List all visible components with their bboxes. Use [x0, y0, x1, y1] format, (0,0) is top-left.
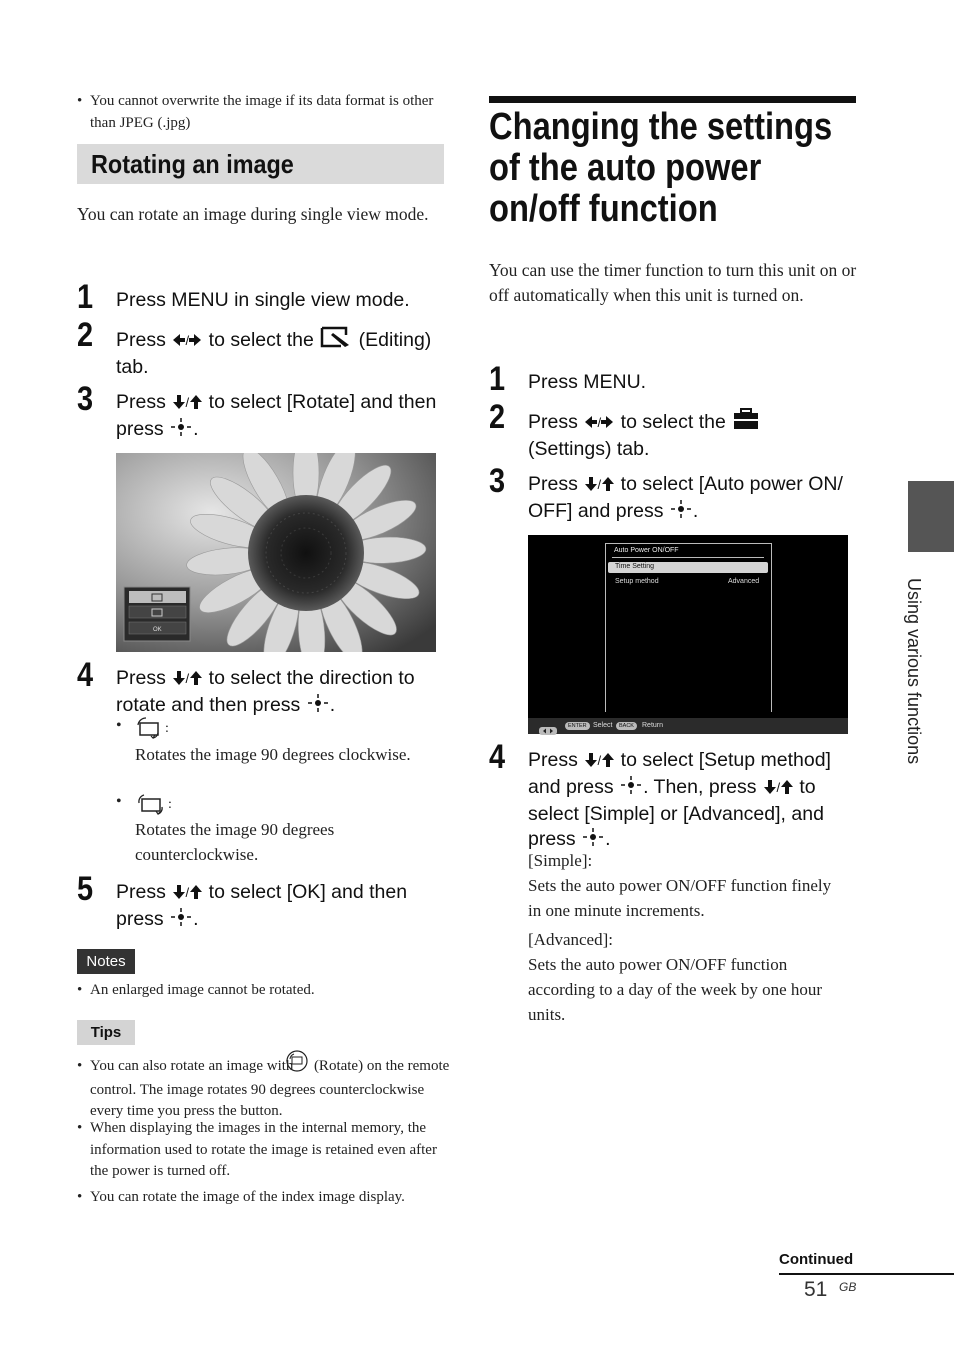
auto-power-screen [528, 535, 848, 734]
svg-text:/: / [185, 671, 190, 686]
rotate-clockwise-desc: Rotates the image 90 degrees clockwise. [135, 745, 411, 764]
page-title: Changing the settings of the auto power on/off function [489, 106, 833, 230]
svg-text::: : [165, 721, 169, 736]
rotate-button-icon [297, 1050, 310, 1080]
down-up-arrows-icon [583, 474, 615, 499]
tip-item: • You can rotate the image of the index image display. [77, 1187, 458, 1209]
option-advanced-desc: Sets the auto power ON/OFF function according to a day of the week by one hour units. [528, 955, 823, 1024]
svg-text:/: / [597, 753, 602, 768]
sunflower-photo [116, 453, 436, 652]
option-advanced-label: [Advanced]: [528, 930, 613, 949]
top-note: • You cannot overwrite the image if its data format is other than JPEG (.jpg) [77, 91, 458, 134]
rotate-intro: You can rotate an image during single view mode. [77, 204, 429, 224]
note-item: • An enlarged image cannot be rotated. [77, 980, 458, 1002]
tips-label: Tips [77, 1020, 135, 1045]
step-text: Press / to select the direction to rotate and then press . [116, 666, 451, 720]
side-tab-marker [908, 481, 954, 552]
sunflower-image [116, 453, 436, 652]
step-number: 1 [489, 360, 506, 398]
step-number: 2 [489, 398, 506, 436]
option-bullet: • [116, 793, 122, 810]
left-right-arrows-icon [583, 412, 615, 437]
option-simple [528, 848, 848, 923]
rotate-counterclockwise-icon [136, 793, 176, 820]
step-text: Press / to select [Rotate] and then press . [116, 390, 446, 444]
step-number: 4 [77, 656, 94, 694]
page-number: 51 [804, 1278, 828, 1301]
menu-item-time-setting-label: Time Setting [615, 563, 655, 570]
option-advanced [528, 927, 848, 1027]
svg-text:/: / [776, 780, 781, 795]
step-number: 1 [77, 278, 94, 316]
menu-divider [612, 557, 764, 558]
title-rule [489, 96, 856, 103]
svg-text:/: / [597, 415, 602, 430]
enter-button-icon [306, 693, 330, 720]
svg-text:OK: OK [153, 627, 162, 633]
step-number: 4 [489, 738, 506, 776]
enter-button-icon [169, 907, 193, 934]
tip-item: • When displaying the images in the internal memory, the information used to rotate the image is retained even after the power is turned off. [77, 1118, 458, 1183]
step-number: 3 [489, 462, 506, 500]
menu-item-setup-method[interactable]: Setup method [615, 578, 659, 585]
menu-title: Auto Power ON/OFF [614, 547, 679, 554]
svg-text:/: / [597, 477, 602, 492]
side-tab-label: Using various functions [904, 578, 924, 765]
step-text: Press MENU. [528, 371, 647, 393]
section-heading-rotating [77, 144, 444, 184]
footer-select-label: Select [593, 722, 613, 729]
down-up-arrows-icon [762, 777, 794, 802]
footer-return-label: Return [642, 722, 664, 729]
footer-rule [779, 1273, 954, 1275]
rotate-counterclockwise-desc: Rotates the image 90 degrees counterclockwise. [135, 820, 335, 864]
enter-button-icon [619, 775, 643, 802]
enter-key-badge: ENTER [565, 722, 590, 730]
down-up-arrows-icon [171, 668, 203, 693]
step-text: Press / to select [OK] and then press . [116, 880, 446, 934]
option-bullet: • [116, 717, 122, 734]
step-text: Press / to select the (Editing) tab. [116, 326, 446, 380]
down-up-arrows-icon [171, 882, 203, 907]
option-simple-desc: Sets the auto power ON/OFF function finely in one minute increments. [528, 876, 832, 920]
svg-text::: : [168, 797, 172, 812]
left-right-arrows-icon [171, 330, 203, 355]
editing-tab-icon [319, 326, 353, 355]
step-number: 5 [77, 870, 94, 908]
step-number: 3 [77, 380, 94, 418]
step-text: Press MENU in single view mode. [116, 289, 410, 311]
enter-button-icon [669, 499, 693, 526]
menu-item-setup-method-value: Advanced [728, 578, 760, 585]
back-key-badge: BACK [616, 722, 637, 730]
step-text: Press / to select [Setup method] and press . Then, press / to select [Simple] or [Advanced], and press . [528, 748, 863, 854]
continued-label: Continued [779, 1251, 854, 1268]
step-number: 2 [77, 316, 94, 354]
dpad-icon [539, 722, 557, 740]
svg-text:/: / [185, 333, 190, 348]
notes-label: Notes [77, 949, 135, 974]
settings-toolbox-icon [731, 408, 761, 437]
page-language-code: GB [839, 1280, 857, 1294]
step-text: Press / to select [Auto power ON/ OFF] and press . [528, 472, 863, 526]
step-text: Press / to select the (Settings) tab. [528, 408, 858, 462]
down-up-arrows-icon [171, 392, 203, 417]
rotate-clockwise-icon [136, 717, 176, 744]
tip-item: • You can also rotate an image with (Rotate) on the remote control. The image rotates 90 degrees counterclockwise every time you press the button. [77, 1050, 458, 1123]
down-up-arrows-icon [583, 750, 615, 775]
option-simple-label: [Simple]: [528, 851, 593, 870]
auto-power-intro: You can use the timer function to turn this unit on or off automatically when this unit is turned on. [489, 260, 857, 305]
enter-button-icon [169, 417, 193, 444]
svg-text:/: / [185, 885, 190, 900]
section-title: Rotating an image [91, 149, 294, 179]
svg-text:/: / [185, 395, 190, 410]
